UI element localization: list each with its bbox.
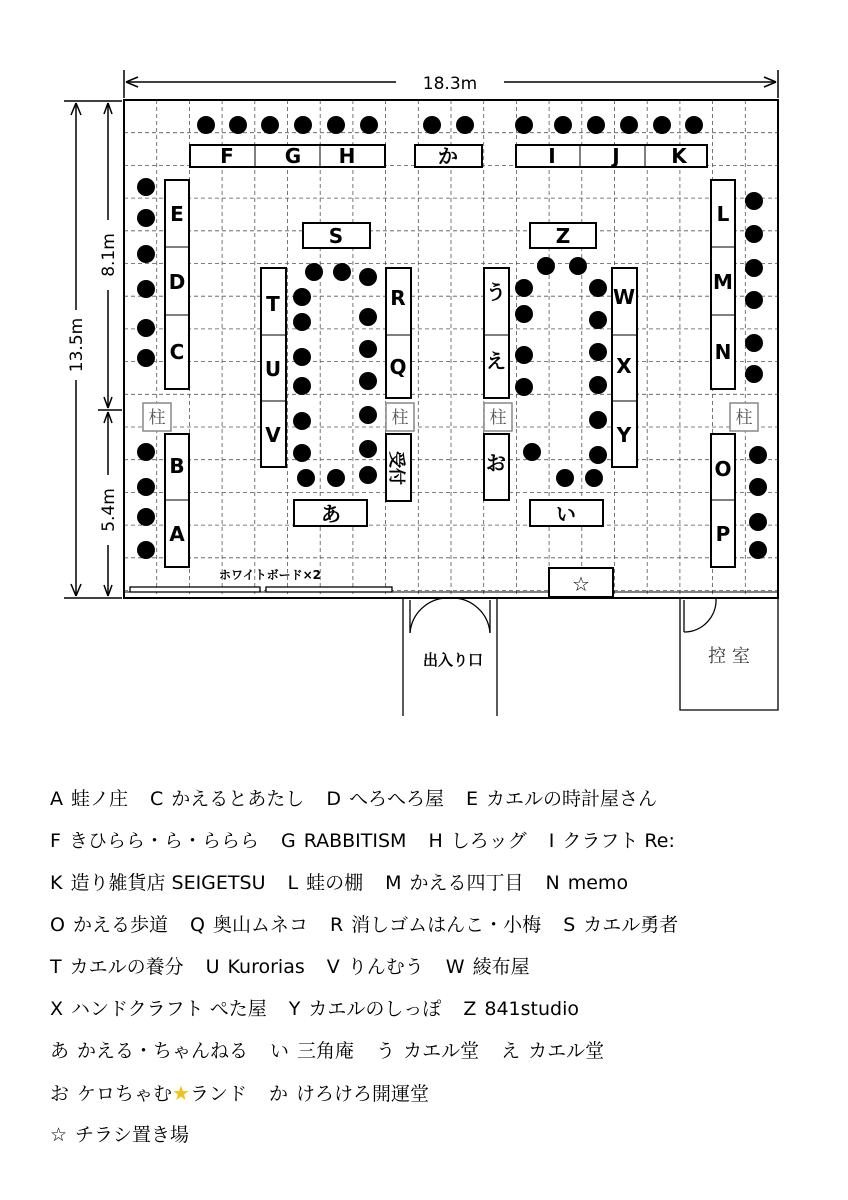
legend-code: F (50, 830, 61, 852)
booth-label-h: H (338, 144, 356, 168)
booth-label-t: T (266, 292, 280, 316)
legend-name: かえる歩道 (72, 914, 168, 936)
chair (359, 466, 377, 484)
legend-code: D (326, 788, 341, 810)
chair (423, 116, 441, 134)
legend-name: カエルの時計屋さん (485, 788, 657, 810)
chair (587, 116, 605, 134)
legend-line (50, 1114, 810, 1156)
legend-name: カエル堂 (528, 1040, 605, 1062)
booth-label-f: F (220, 144, 234, 168)
legend-name: 蛙の棚 (306, 872, 364, 894)
legend-item (190, 914, 308, 936)
chair (229, 116, 247, 134)
legend-name: 841studio (484, 998, 579, 1020)
chair (589, 343, 607, 361)
chair (137, 349, 155, 367)
pillar-label: 柱 (148, 408, 166, 428)
legend-name: 消しゴムはんこ・小梅 (351, 914, 542, 936)
pillar-label: 柱 (735, 408, 753, 428)
legend-item (50, 1083, 247, 1105)
legend-item (269, 1083, 429, 1105)
chair (261, 116, 279, 134)
legend-code: O (50, 914, 65, 936)
legend-item (385, 872, 523, 894)
legend-line (50, 862, 810, 904)
chair (745, 291, 763, 309)
pillar-label: 柱 (489, 408, 507, 428)
legend-code: あ (50, 1040, 70, 1062)
flyer-stand-star: ☆ (572, 572, 590, 596)
booth-label-q: Q (389, 355, 407, 379)
legend-item (563, 914, 678, 936)
legend-code: C (150, 788, 164, 810)
legend-name: へろへろ屋 (348, 788, 444, 810)
waiting-room-label: 控 室 (708, 646, 750, 667)
legend-code: W (445, 956, 465, 978)
legend-item (376, 1040, 479, 1062)
booth-label-z: Z (555, 224, 571, 248)
booth-label-d: D (168, 270, 186, 294)
chair (359, 440, 377, 458)
chair (137, 209, 155, 227)
legend-code: R (329, 914, 344, 936)
legend-name: 奥山ムネコ (212, 914, 308, 936)
chair (589, 311, 607, 329)
legend-code: い (270, 1040, 290, 1062)
booth-label-o-kana: お (486, 451, 506, 475)
legend-name: カエルの養分 (69, 956, 184, 978)
legend-item (50, 830, 259, 852)
chair (569, 257, 587, 275)
booth-label-v: V (265, 423, 281, 447)
legend-code: L (287, 872, 299, 894)
dimension-lower-label: 5.4m (99, 488, 119, 532)
chair (197, 116, 215, 134)
legend-name: カエル堂 (403, 1040, 480, 1062)
legend-name: Kurorias (227, 956, 305, 978)
legend-name: かえる・ちゃんねる (77, 1040, 249, 1062)
chair (685, 116, 703, 134)
legend-item (549, 830, 675, 852)
legend-item (546, 872, 629, 894)
legend-item (50, 956, 184, 978)
entrance-label: 出入り口 (422, 651, 484, 669)
legend-name: 綾布屋 (472, 956, 530, 978)
booth-label-l: L (716, 202, 730, 226)
chair (359, 268, 377, 286)
legend-code: I (548, 830, 555, 852)
chair (589, 376, 607, 394)
chair (554, 116, 572, 134)
chair (515, 116, 533, 134)
legend-code: M (385, 872, 402, 894)
legend-item (50, 1124, 189, 1146)
legend-code: お (50, 1083, 70, 1105)
legend-name: けろけろ開運堂 (296, 1083, 430, 1105)
legend-code: Q (189, 914, 205, 936)
booth-label-a-kana: あ (321, 502, 341, 526)
chair (333, 263, 351, 281)
booth-label-i-kana: い (556, 502, 576, 526)
legend-item (281, 830, 407, 852)
legend-name: カエルのしっぽ (308, 998, 442, 1020)
legend-name: きひらら・ら・ららら (68, 830, 259, 852)
chair (293, 412, 311, 430)
booth-legend (50, 778, 810, 1156)
legend-code: X (50, 998, 64, 1020)
booth-label-b: B (169, 454, 185, 478)
chair (359, 406, 377, 424)
chair (745, 259, 763, 277)
chair (137, 541, 155, 559)
legend-code: S (563, 914, 576, 936)
chair (305, 263, 323, 281)
booth-label-p: P (715, 522, 731, 546)
legend-code: Y (288, 998, 301, 1020)
legend-code: G (280, 830, 296, 852)
booth-label-ka: か (438, 144, 458, 168)
chair (745, 334, 763, 352)
chair (293, 288, 311, 306)
legend-line (50, 778, 810, 820)
floor-grid (124, 100, 778, 598)
chair (515, 346, 533, 364)
legend-line (50, 904, 810, 946)
chair (359, 308, 377, 326)
chair (360, 116, 378, 134)
booth-label-w: W (612, 285, 636, 309)
legend-code: ☆ (50, 1124, 68, 1146)
legend-name: りんむう (347, 956, 424, 978)
legend-item (50, 914, 168, 936)
legend-line (50, 946, 810, 988)
chair (297, 469, 315, 487)
chair (745, 365, 763, 383)
legend-line (50, 988, 810, 1030)
legend-item (150, 788, 304, 810)
chair (359, 340, 377, 358)
legend-line (50, 1030, 810, 1072)
booth-label-j: J (612, 144, 620, 168)
chair (137, 280, 155, 298)
legend-code: う (376, 1040, 396, 1062)
legend-name: しろッグ (450, 830, 527, 852)
legend-line (50, 820, 810, 862)
legend-name: ケロちゃむ (77, 1083, 173, 1105)
chair (293, 313, 311, 331)
dimension-width-label: 18.3m (422, 74, 478, 94)
legend-item (466, 788, 657, 810)
chair (137, 478, 155, 496)
whiteboard-label: ホワイトボード×2 (218, 568, 322, 582)
booth-label-c: C (169, 340, 185, 364)
legend-item (446, 956, 530, 978)
booth-label-o: O (714, 457, 732, 481)
booth-label-x: X (616, 354, 632, 378)
booth-label-u: U (264, 357, 282, 381)
chair (515, 305, 533, 323)
chair (749, 541, 767, 559)
chair (585, 469, 603, 487)
booth-label-e-kana: え (486, 349, 506, 373)
chair (589, 411, 607, 429)
legend-name: 造り雑貨店 SEIGETSU (70, 872, 266, 894)
chair (137, 443, 155, 461)
legend-name: 蛙ノ庄 (71, 788, 129, 810)
whiteboards (130, 587, 392, 592)
booth-label-n: N (714, 340, 732, 364)
legend-item (287, 872, 363, 894)
booth-label-a: A (169, 522, 185, 546)
booth-label-i: I (548, 144, 556, 168)
chair (749, 513, 767, 531)
legend-item (327, 956, 424, 978)
legend-item (326, 788, 444, 810)
chair (293, 377, 311, 395)
legend-item (206, 956, 305, 978)
booth-label-k: K (671, 144, 687, 168)
chair (293, 444, 311, 462)
chair (327, 116, 345, 134)
reception-label: 受付 (386, 451, 406, 485)
legend-name: memo (567, 872, 629, 894)
chair (515, 378, 533, 396)
chair (137, 319, 155, 337)
legend-code: N (545, 872, 560, 894)
booth-label-m: M (713, 270, 733, 294)
chair (294, 116, 312, 134)
booth-label-s: S (328, 224, 344, 248)
legend-code: V (326, 956, 340, 978)
chair (589, 279, 607, 297)
chair (749, 446, 767, 464)
chair (456, 116, 474, 134)
legend-code: T (50, 956, 62, 978)
legend-item (50, 998, 267, 1020)
legend-name: かえる四丁目 (409, 872, 524, 894)
star-icon: ★ (172, 1081, 190, 1105)
chair (515, 279, 533, 297)
booth-label-r: R (390, 286, 406, 310)
legend-item (428, 830, 526, 852)
chair (137, 245, 155, 263)
dimension-upper-label: 8.1m (99, 233, 119, 277)
legend-code: か (268, 1083, 288, 1105)
legend-code: A (50, 788, 63, 810)
legend-name-suffix: ランド (189, 1083, 247, 1105)
legend-line (50, 1072, 810, 1114)
chair (537, 257, 555, 275)
booth-label-e: E (170, 202, 184, 226)
legend-code: え (501, 1040, 521, 1062)
legend-name: チラシ置き場 (75, 1124, 190, 1146)
booths (165, 145, 735, 597)
chair (653, 116, 671, 134)
chair (556, 469, 574, 487)
chair (293, 348, 311, 366)
legend-item (330, 914, 541, 936)
chair (327, 469, 345, 487)
legend-item (50, 872, 265, 894)
legend-item (463, 998, 579, 1020)
legend-code: Z (463, 998, 477, 1020)
chair (359, 372, 377, 390)
legend-name: 三角庵 (297, 1040, 355, 1062)
legend-item (50, 788, 128, 810)
chair (620, 116, 638, 134)
chair (749, 478, 767, 496)
legend-item (289, 998, 442, 1020)
legend-code: U (205, 956, 220, 978)
chair (745, 225, 763, 243)
pillar-label: 柱 (391, 408, 409, 428)
legend-code: K (50, 872, 63, 894)
legend-name: RABBITISM (303, 830, 407, 852)
booth-label-g: G (284, 144, 302, 168)
legend-item (50, 1040, 248, 1062)
chair (137, 508, 155, 526)
legend-code: H (428, 830, 443, 852)
legend-name: ハンドクラフト ぺた屋 (71, 998, 267, 1020)
booth-label-u-kana: う (486, 280, 506, 304)
legend-item (501, 1040, 604, 1062)
legend-name: カエル勇者 (583, 914, 679, 936)
booth-label-y: Y (616, 423, 632, 447)
legend-item (270, 1040, 354, 1062)
chair (745, 192, 763, 210)
legend-name: クラフト Re: (562, 830, 675, 852)
chair (589, 446, 607, 464)
dimension-height-label: 13.5m (67, 317, 87, 373)
legend-code: E (465, 788, 478, 810)
chair (137, 178, 155, 196)
chair (523, 443, 541, 461)
legend-name: かえるとあたし (171, 788, 305, 810)
